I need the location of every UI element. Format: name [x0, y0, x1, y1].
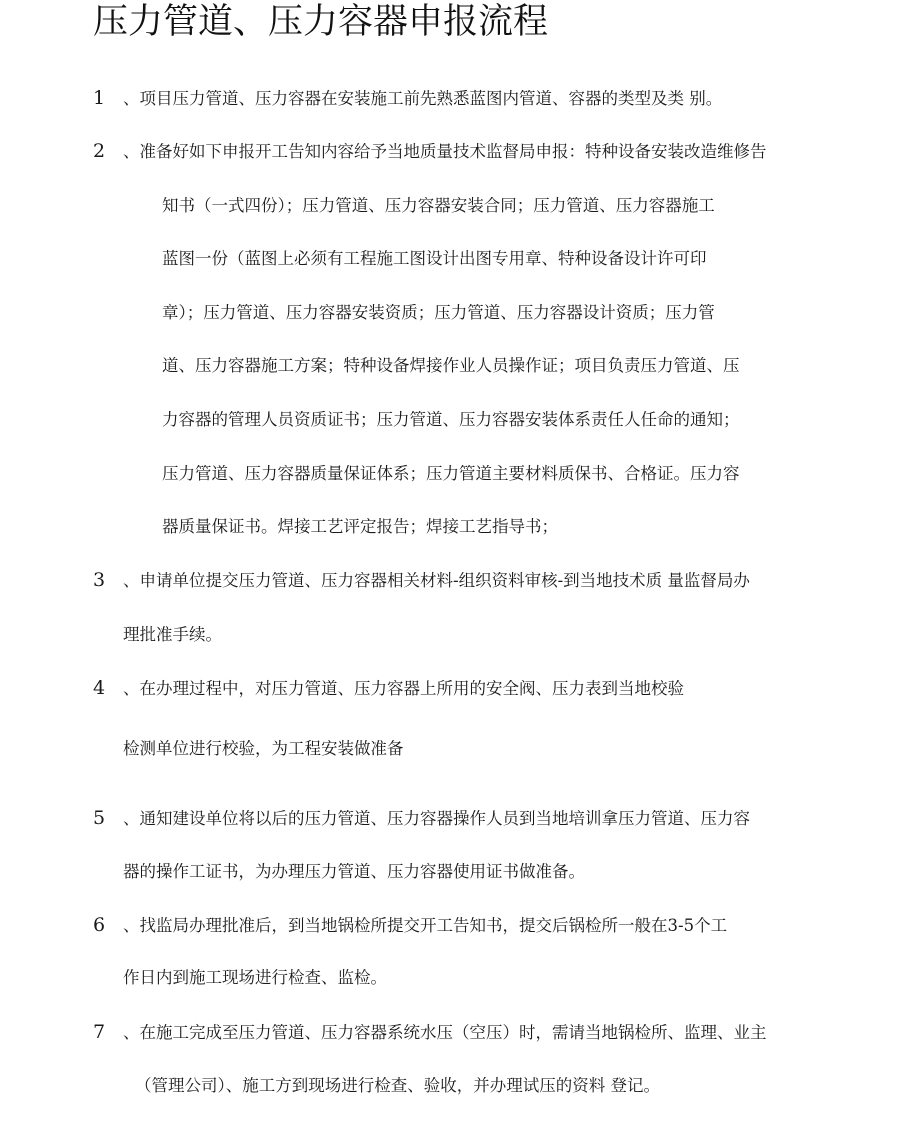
item-7-line-1	[93, 1021, 767, 1044]
item-5-text: 、通知建设单位将以后的压力管道、压力容器操作人员到当地培训拿压力管道、压力容	[123, 809, 750, 828]
item-4-text: 、在办理过程中，对压力管道、压力容器上所用的安全阀、压力表到当地校验	[123, 679, 684, 698]
item-5-line-2: 器的操作工证书，为办理压力管道、压力容器使用证书做准备。	[123, 862, 585, 881]
item-7-line-2: （管理公司）、施工方到现场进行检查、验收，并办理试压的资料 登记。	[135, 1076, 660, 1095]
item-2-text: 、准备好如下申报开工告知内容给予当地质量技术监督局申报：特种设备安装改造维修告	[123, 142, 767, 161]
item-5-number: 5	[93, 807, 106, 829]
item-2-number: 2	[93, 140, 106, 162]
item-3-text: 、申请单位提交压力管道、压力容器相关材料-组织资料审核-到当地技术质 量监督局办	[123, 571, 750, 590]
item-3-line-2: 理批准手续。	[123, 625, 222, 644]
item-7-number: 7	[93, 1021, 106, 1043]
item-6-text: 、找监局办理批准后，到当地锅检所提交开工告知书，提交后锅检所一般在3-5个工	[123, 916, 728, 935]
item-3-number: 3	[93, 569, 106, 591]
item-4-line-2: 检测单位进行校验，为工程安装做准备	[123, 739, 404, 758]
item-1-text: 、项目压力管道、压力容器在安装施工前先熟悉蓝图内管道、容器的类型及类 别。	[123, 89, 723, 108]
item-2-line-6: 力容器的管理人员资质证书；压力管道、压力容器安装体系责任人任命的通知；	[162, 410, 740, 429]
item-2-line-2: 知书（一式四份）；压力管道、压力容器安装合同；压力管道、压力容器施工	[162, 196, 715, 215]
item-2-line-8: 器质量保证书。焊接工艺评定报告；焊接工艺指导书；	[162, 517, 558, 536]
item-4-line-1	[93, 677, 684, 700]
item-7-text: 、在施工完成至压力管道、压力容器系统水压（空压）时，需请当地锅检所、监理、业主	[123, 1023, 767, 1042]
item-6-line-2: 作日内到施工现场进行检查、监检。	[123, 968, 387, 987]
item-4-number: 4	[93, 677, 106, 699]
page-title: 压力管道、压力容器申报流程	[93, 2, 549, 42]
item-1-number: 1	[93, 87, 106, 109]
item-6-line-1	[93, 914, 727, 937]
item-2-line-4: 章）；压力管道、压力容器安装资质；压力管道、压力容器设计资质；压力管	[162, 303, 715, 322]
item-1-line-1	[93, 87, 722, 110]
item-2-line-3: 蓝图一份（蓝图上必须有工程施工图设计出图专用章、特种设备设计许可印	[162, 249, 707, 268]
item-2-line-5: 道、压力容器施工方案；特种设备焊接作业人员操作证；项目负责压力管道、压	[162, 356, 740, 375]
item-2-line-7: 压力管道、压力容器质量保证体系；压力管道主要材料质保书、合格证。压力容	[162, 464, 740, 483]
item-2-line-1	[93, 140, 767, 163]
item-5-line-1	[93, 807, 750, 830]
item-3-line-1	[93, 569, 750, 592]
item-6-number: 6	[93, 914, 106, 936]
